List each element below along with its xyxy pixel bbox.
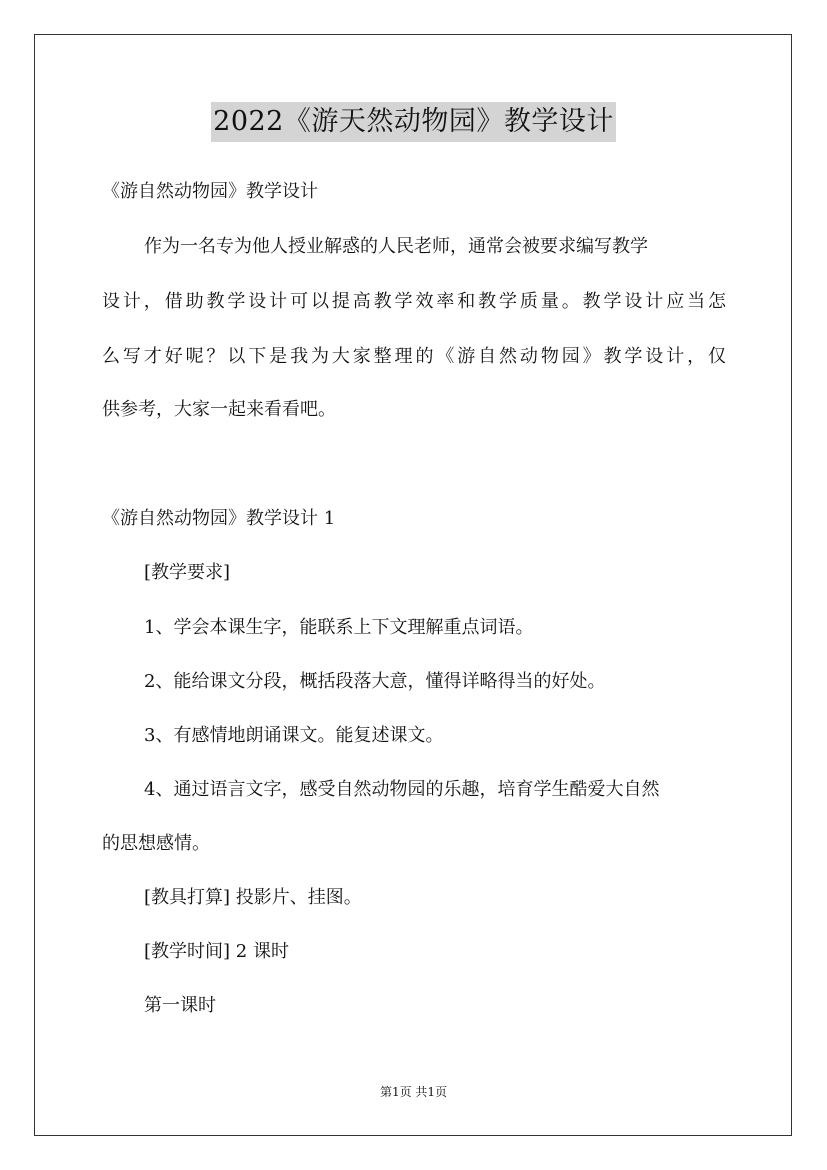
intro-line-1: 作为一名专为他人授业解惑的人民老师，通常会被要求编写教学 <box>144 236 648 257</box>
document-title-wrap <box>0 102 827 142</box>
tools-line: [教具打算] 投影片、挂图。 <box>144 887 362 908</box>
time-line: [教学时间] 2 课时 <box>144 941 289 962</box>
requirements-heading: [教学要求] <box>144 562 231 583</box>
subtitle: 《游自然动物园》教学设计 <box>102 181 318 202</box>
requirement-item-4: 4、通过语言文字，感受自然动物园的乐趣，培育学生酷爱大自然 <box>144 779 660 800</box>
section-heading: 《游自然动物园》教学设计 1 <box>102 508 336 529</box>
page-footer: 第1页 共1页 <box>379 1085 448 1099</box>
requirement-item-1: 1、学会本课生字，能联系上下文理解重点词语。 <box>144 617 534 638</box>
requirement-item-4-continued: 的思想感情。 <box>102 833 210 854</box>
requirement-item-2: 2、能给课文分段，概括段落大意，懂得详略得当的好处。 <box>144 671 606 692</box>
intro-line-4: 供参考，大家一起来看看吧。 <box>102 399 336 420</box>
requirement-item-3: 3、有感情地朗诵课文。能复述课文。 <box>144 725 444 746</box>
intro-line-2: 设计，借助教学设计可以提高教学效率和教学质量。教学设计应当怎 <box>102 291 726 312</box>
lesson-heading: 第一课时 <box>144 995 216 1016</box>
document-title: 2022《游天然动物园》教学设计 <box>211 102 616 142</box>
intro-line-3: 么写才好呢？以下是我为大家整理的《游自然动物园》教学设计，仅 <box>102 346 726 367</box>
